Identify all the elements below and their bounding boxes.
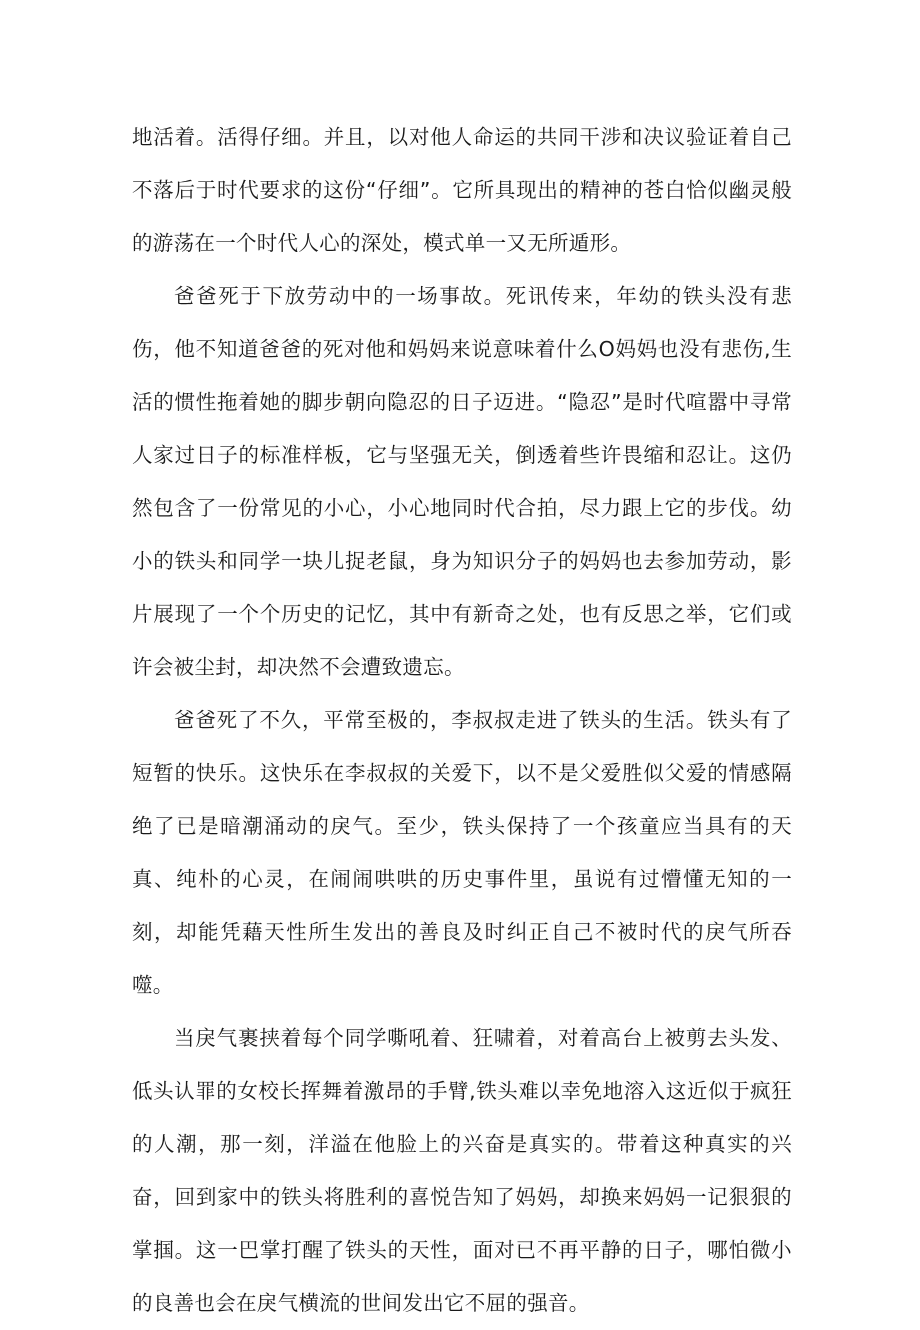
paragraph-2: 爸爸死于下放劳动中的一场事故。死讯传来，年幼的铁头没有悲伤，他不知道爸爸的死对他和妈妈来说意味着什么O妈妈也没有悲伤,生活的惯性拖着她的脚步朝向隐忍的日子迈进。“隐忍”是时代喧嚣中寻常人家过日子的标准样板，它与坚强无关，倒透着些许畏缩和忍让。这仍然包含了一份常见的小心，小心地同时代合拍，尽力跟上它的步伐。幼小的铁头和同学一块儿捉老鼠，身为知识分子的妈妈也去参加劳动，影片展现了一个个历史的记忆，其中有新奇之处，也有反思之举，它们或许会被尘封，却决然不会遭致遗忘。 (132, 284, 792, 679)
paragraph-4: 当戾气裹挟着每个同学嘶吼着、狂啸着，对着高台上被剪去头发、低头认罪的女校长挥舞着激昂的手臂,铁头难以幸免地溶入这近似于疯狂的人潮，那一刻，洋溢在他脸上的兴奋是真实的。带着这种真实的兴奋，回到家中的铁头将胜利的喜悦告知了妈妈，却换来妈妈一记狠狠的掌掴。这一巴掌打醒了铁头的天性，面对已不再平静的日子，哪怕微小的良善也会在戾气横流的世间发出它不屈的强音。 (132, 1026, 792, 1315)
article-body (132, 111, 792, 1330)
paragraph-3: 爸爸死了不久，平常至极的，李叔叔走进了铁头的生活。铁头有了短暂的快乐。这快乐在李叔叔的关爱下，以不是父爱胜似父爱的情感隔绝了已是暗潮涌动的戾气。至少，铁头保持了一个孩童应当具有的天真、纯朴的心灵，在闹闹哄哄的历史事件里，虽说有过懵懂无知的一刻，却能凭藉天性所生发出的善良及时纠正自己不被时代的戾气所吞噬。 (132, 708, 792, 997)
paragraph-1: 地活着。活得仔细。并且，以对他人命运的共同干涉和决议验证着自己不落后于时代要求的这份“仔细”。它所具现出的精神的苍白恰似幽灵般的游荡在一个时代人心的深处，模式单一又无所遁形。 (132, 125, 792, 255)
